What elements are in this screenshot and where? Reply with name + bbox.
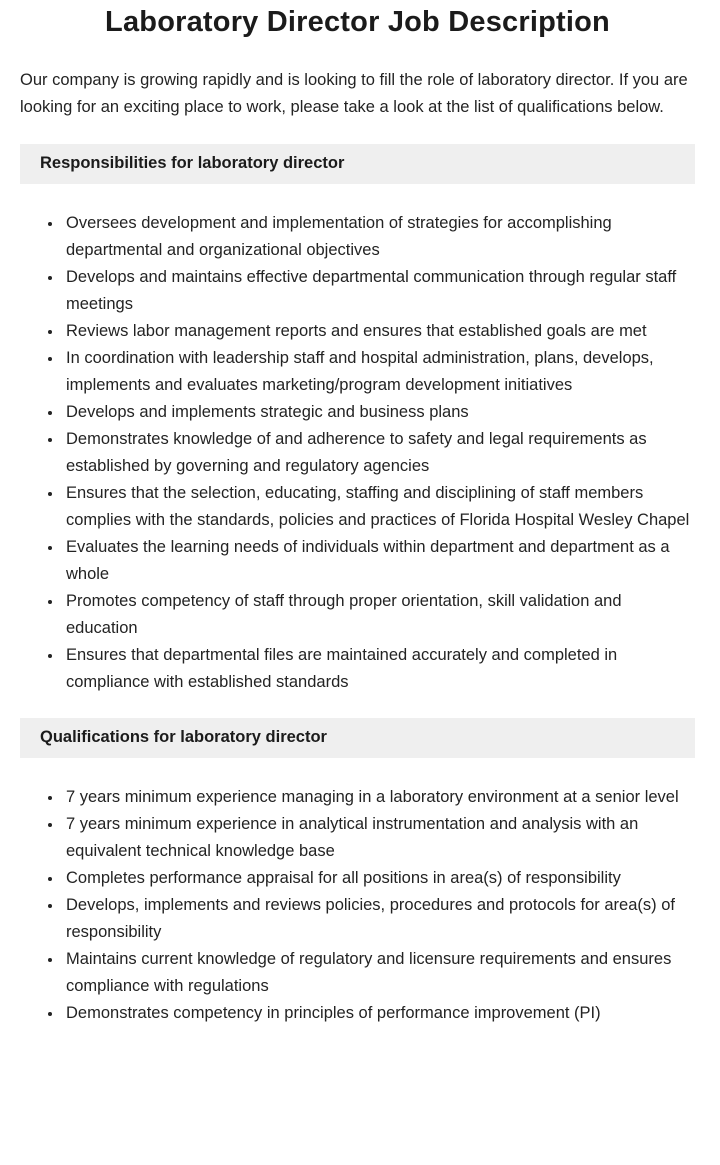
list-item: • Evaluates the learning needs of individuals within department and department as a whole bbox=[63, 534, 695, 588]
page-title: Laboratory Director Job Description bbox=[105, 6, 610, 38]
list-item: • Ensures that the selection, educating, staffing and disciplining of staff members complies with the standards, policies and practices of Florida Hospital Wesley Chapel bbox=[63, 480, 695, 534]
qualifications-list bbox=[20, 784, 695, 1027]
list-item: • Completes performance appraisal for all positions in area(s) of responsibility bbox=[63, 865, 695, 892]
list-item: • Ensures that departmental files are maintained accurately and completed in compliance with established standards bbox=[63, 642, 695, 696]
qualifications-header: Qualifications for laboratory director bbox=[20, 718, 695, 758]
list-item: • 7 years minimum experience in analytical instrumentation and analysis with an equivalent technical knowledge base bbox=[63, 811, 695, 865]
responsibilities-header: Responsibilities for laboratory director bbox=[20, 144, 695, 184]
list-item: • Oversees development and implementation of strategies for accomplishing departmental and organizational objectives bbox=[63, 210, 695, 264]
responsibilities-list bbox=[20, 210, 695, 696]
responsibilities-section bbox=[20, 144, 695, 696]
list-item: • 7 years minimum experience managing in a laboratory environment at a senior level bbox=[63, 784, 695, 811]
list-item: • Reviews labor management reports and ensures that established goals are met bbox=[63, 318, 695, 345]
list-item: • Demonstrates knowledge of and adherence to safety and legal requirements as established by governing and regulatory agencies bbox=[63, 426, 695, 480]
intro-paragraph: Our company is growing rapidly and is looking to fill the role of laboratory director. If you are looking for an exciting place to work, please take a look at the list of qualifications below. bbox=[20, 71, 688, 116]
list-item: • In coordination with leadership staff and hospital administration, plans, develops, implements and evaluates marketing/program development initiatives bbox=[63, 345, 695, 399]
list-item: • Develops, implements and reviews policies, procedures and protocols for area(s) of responsibility bbox=[63, 892, 695, 946]
list-item: • Develops and implements strategic and business plans bbox=[63, 399, 695, 426]
list-item: • Demonstrates competency in principles of performance improvement (PI) bbox=[63, 1000, 695, 1027]
qualifications-section bbox=[20, 718, 695, 1027]
list-item: • Develops and maintains effective departmental communication through regular staff meetings bbox=[63, 264, 695, 318]
list-item: • Maintains current knowledge of regulatory and licensure requirements and ensures compliance with regulations bbox=[63, 946, 695, 1000]
list-item: • Promotes competency of staff through proper orientation, skill validation and education bbox=[63, 588, 695, 642]
